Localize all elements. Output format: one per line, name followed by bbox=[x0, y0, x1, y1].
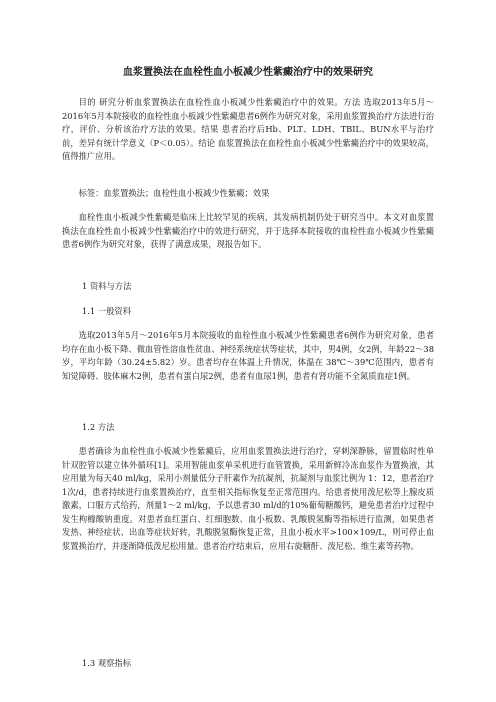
section-heading-1-1: 1.1 一般资料 bbox=[82, 306, 132, 316]
keywords-line: 标签：血浆置换法；血栓性血小板减少性紫癜；效果 bbox=[78, 188, 270, 198]
method-paragraph: 患者确诊为血栓性血小板减少性紫癜后，应用血浆置换法进行治疗，穿刺深静脉，留置临时性单针双腔管以建立体外循环[1]。采用智能血浆单采机进行血管置换，采用新鲜冷冻血浆作为置换液，其应用量为每天40 ml/kg，采用小剂量低分子肝素作为抗凝剂，抗凝剂与血浆比例为 1：12，患者治疗1次/d，患者持续进行血浆置换治疗，直至相关指标恢复至正常范围内。给患者使用泼尼松等上腺皮质激素，口服方式给药，剂量1～2 ml/kg，予以患者30 ml/d的10%葡萄糖酸钙，避免患者治疗过程中发生枸橼酸钠重度。对患者血红蛋白、红细胞数、血小板数、乳酸脱氢酶等指标进行监测，如果患者发热、神经症状、出血等症状好转，乳酸脱氢酶恢复正常，且血小板水平>100×109/L，则可停止血浆置换治疗，并逐渐降低泼尼松用量。患者治疗结束后，应用右旋糖酐、泼尼松、维生素等药物。 bbox=[62, 446, 434, 551]
paper-title: 血浆置换法在血栓性血小板减少性紫癜治疗中的效果研究 bbox=[123, 67, 373, 78]
general-paragraph: 选取2013年5月～2016年5月本院接收的血栓性血小板减少性紫癜患者6例作为研究对象，患者均存在血小板下降、微血管性溶血性贫血、神经系统症状等症状，其中，男4例，女2例，年龄22～38岁，平均年龄（30.24±5.82）岁。患者均存在体温上升情况，体温在 38℃～39℃范围内，患者有知觉障碍、肢体麻木2例，患者有蛋白尿2例，患者有血尿1例，患者有肾功能不全氮质血症1例。 bbox=[62, 330, 434, 381]
section-heading-1: 1 资料与方法 bbox=[82, 281, 132, 291]
abstract-paragraph: 目的 研究分析血浆置换法在血栓性血小板减少性紫癜治疗中的效果。方法 选取2013年5月～2016年5月本院接收的血栓性血小板减少性紫癜患者6例作为研究对象，采用血浆置换治疗方法进行治疗，评价、分析该治疗方法的效果。结果 患者治疗后Hb、PLT、LDH、TBIL、BUN水平与治疗前，差异有统计学意义（P＜0.05）。结论 血浆置换法在血栓性血小板减少性紫癜治疗中的效果较高，值得推广应用。 bbox=[62, 97, 434, 161]
intro-paragraph: 血栓性血小板减少性紫癜是临床上比较罕见的疾病，其发病机制仍处于研究当中。本文对血浆置换法在血栓性血小板减少性紫癜治疗中的效进行研究，并于选择本院接收的血栓性血小板减少性紫癜患者6例作为研究对象，获得了满意成果，现报告如下。 bbox=[62, 212, 434, 249]
section-heading-1-3: 1.3 观察指标 bbox=[82, 658, 132, 668]
section-heading-1-2: 1.2 方法 bbox=[82, 422, 115, 432]
